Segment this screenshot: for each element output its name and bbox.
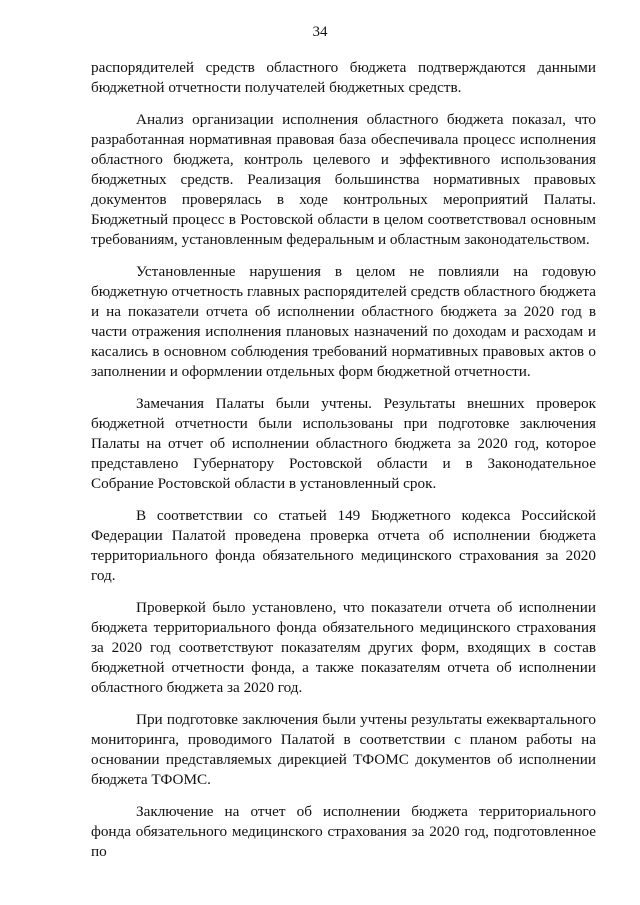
body-text xyxy=(91,58,596,873)
paragraph-article-149: В соответствии со статьей 149 Бюджетного кодекса Российской Федерации Палатой проведена проверка отчета об исполнении бюджета территориального фонда обязательного медицинского страхования за 2020 год. xyxy=(91,506,596,585)
paragraph-audit-findings: Проверкой было установлено, что показатели отчета об исполнении бюджета территориального фонда обязательного медицинского страхования за 2020 год соответствуют показателям других форм, входящих в состав бюджетной отчетности фонда, а также показателям отчета об исполнении областного бюджета за 2020 год. xyxy=(91,598,596,697)
paragraph-budget-execution-analysis: Анализ организации исполнения областного бюджета показал, что разработанная нормативная правовая база обеспечивала процесс исполнения областного бюджета, контроль целевого и эффективного использования бюджетных средств. Реализация большинства нормативных правовых документов проверялась в ходе контрольных мероприятий Палаты. Бюджетный процесс в Ростовской области в целом соответствовал основным требованиям, установленным федеральным и областным законодательством. xyxy=(91,110,596,249)
paragraph-continuation: распорядителей средств областного бюджета подтверждаются данными бюджетной отчетности получателей бюджетных средств. xyxy=(91,59,596,97)
paragraph-remarks: Замечания Палаты были учтены. Результаты внешних проверок бюджетной отчетности были использованы при подготовке заключения Палаты на отчет об исполнении областного бюджета за 2020 год, которое представлено Губернатору Ростовской области и в Законодательное Собрание Ростовской области в установленный срок. xyxy=(91,394,596,493)
paragraph-violations: Установленные нарушения в целом не повлияли на годовую бюджетную отчетность главных распорядителей средств областного бюджета и на показатели отчета об исполнении областного бюджета за 2020 год в части отражения исполнения плановых назначений по доходам и расходам и касались в основном соблюдения требований нормативных правовых актов о заполнении и оформлении отдельных форм бюджетной отчетности. xyxy=(91,262,596,381)
paragraph-conclusion: Заключение на отчет об исполнении бюджета территориального фонда обязательного медицинского страхования за 2020 год, подготовленное по xyxy=(91,802,596,860)
page-number: 34 xyxy=(312,24,328,40)
paragraph-monitoring: При подготовке заключения были учтены результаты ежеквартального мониторинга, проводимого Палатой в соответствии с планом работы на основании представляемых дирекцией ТФОМС документов об исполнении бюджета ТФОМС. xyxy=(91,710,596,788)
